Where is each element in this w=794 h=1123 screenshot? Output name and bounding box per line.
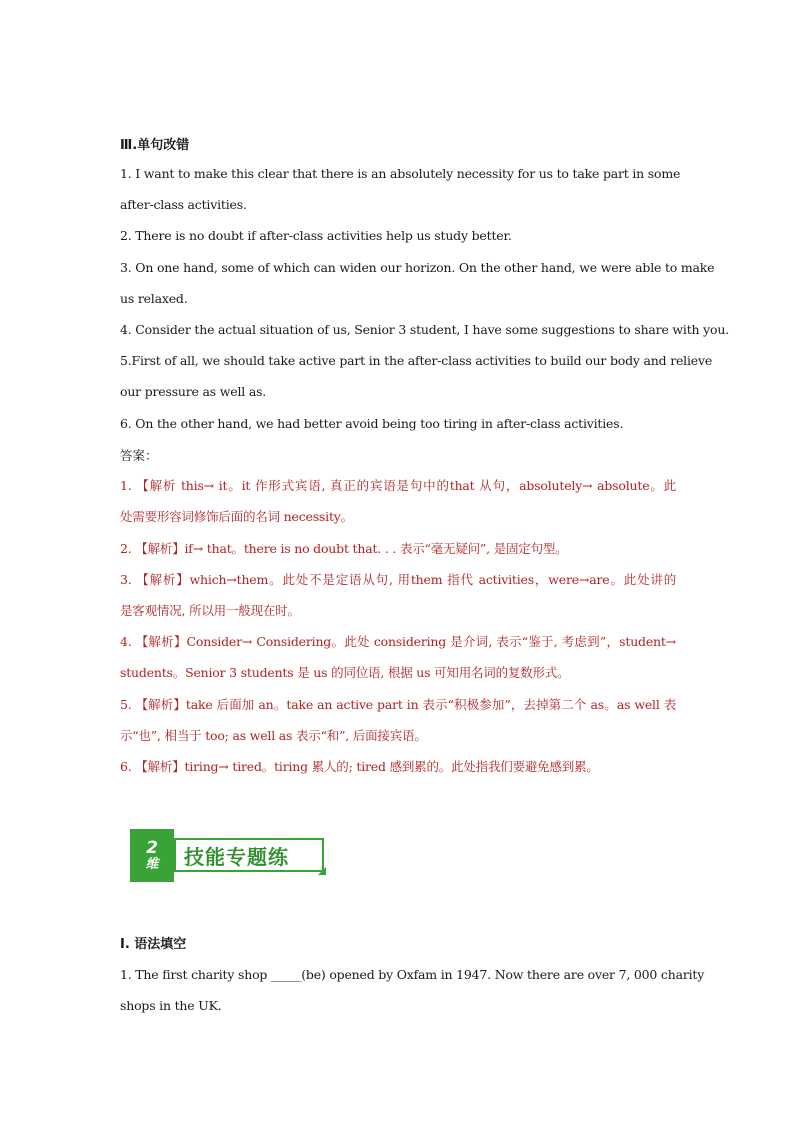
banner-badge-number: 2	[146, 837, 158, 858]
answer-4-line-2: students。Senior 3 students 是 us 的同位语, 根据 us 可知用名词的复数形式。	[120, 665, 570, 680]
answer-4-line-1: 4. 【解析】Consider→ Considering。此处 considering 是介词, 表示“鉴于, 考虑到”，student→	[120, 634, 676, 649]
sentence-2: 2. There is no doubt if after-class activities help us study better.	[120, 228, 512, 243]
answer-5-line-2: 示“也”, 相当于 too; as well as 表示“和”, 后面接宾语。	[120, 728, 427, 743]
sentence-1-line-2: after-class activities.	[120, 197, 247, 212]
answer-5-line-1: 5. 【解析】take 后面加 an。take an active part in 表示“积极参加”，去掉第二个 as。as well 表	[120, 697, 676, 712]
answer-6: 6. 【解析】tiring→ tired。tiring 累人的; tired 感到累的。此处指我们要避免感到累。	[120, 759, 599, 774]
sentence-5-line-1: 5.First of all, we should take active part in the after-class activities to build our body and relieve	[120, 353, 713, 368]
answer-2: 2. 【解析】if→ that。there is no doubt that. . . 表示“毫无疑问”, 是固定句型。	[120, 541, 568, 556]
sentence-1-line-1: 1. I want to make this clear that there is an absolutely necessity for us to take part in some	[120, 166, 681, 181]
banner-corner-triangle	[318, 867, 326, 875]
answer-3-line-1: 3. 【解析】which→them。此处不是定语从句, 用them 指代 activities，were→are。此处讲的	[120, 572, 676, 587]
sentence-3-line-2: us relaxed.	[120, 291, 188, 306]
skills-practice-banner	[130, 829, 326, 883]
banner-title-box	[174, 838, 324, 872]
grammar-question-1-line-2: shops in the UK.	[120, 998, 222, 1013]
answer-label: 答案：	[120, 448, 158, 463]
answer-3-line-2: 是客观情况, 所以用一般现在时。	[120, 603, 300, 618]
section-title-error-correction: Ⅲ.单句改错	[120, 138, 190, 153]
sentence-4: 4. Consider the actual situation of us, Senior 3 student, I have some suggestions to share with you.	[120, 322, 729, 337]
banner-badge	[130, 829, 174, 882]
grammar-question-1-line-1: 1. The first charity shop _____(be) opened by Oxfam in 1947. Now there are over 7, 000 charity	[120, 967, 705, 982]
answer-1-line-2: 处需要形容词修饰后面的名词 necessity。	[120, 509, 353, 524]
sentence-5-line-2: our pressure as well as.	[120, 384, 267, 399]
sentence-3-line-1: 3. On one hand, some of which can widen our horizon. On the other hand, we were able to make	[120, 260, 715, 275]
sentence-6: 6. On the other hand, we had better avoid being too tiring in after-class activities.	[120, 416, 624, 431]
section-title-grammar-fill: I. 语法填空	[120, 937, 187, 952]
banner-badge-char: 维	[145, 856, 159, 872]
banner-title: 技能专题练	[184, 844, 289, 869]
answer-1-line-1: 1. 【解析 this→ it。it 作形式宾语, 真正的宾语是句中的that 从句，absolutely→ absolute。此	[120, 478, 676, 493]
